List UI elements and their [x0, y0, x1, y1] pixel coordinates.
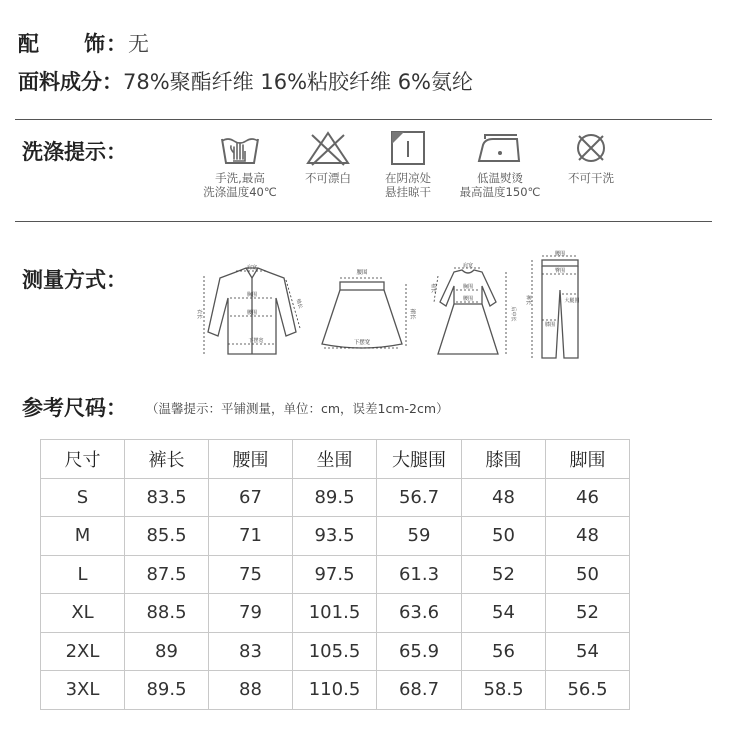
table-cell: 105.5 — [293, 632, 377, 671]
table-row — [41, 555, 630, 594]
divider-top — [15, 119, 712, 120]
table-cell: 79 — [209, 594, 293, 633]
care-low-iron-line2: 最高温度150℃ — [459, 185, 541, 199]
care-shade-dry-line2: 悬挂晾干 — [385, 185, 431, 199]
pants-thigh-label: 大腿围 — [564, 298, 580, 304]
no-dry-clean-icon — [571, 129, 611, 167]
shirt-waist-label: 腰围 — [246, 310, 258, 316]
table-cell: 54 — [462, 594, 546, 633]
table-cell: 75 — [209, 555, 293, 594]
table-cell: 88.5 — [125, 594, 209, 633]
table-cell: 50 — [462, 517, 546, 556]
header-pants-length: 裤长 — [125, 440, 209, 479]
shirt-hem-label: 下摆宽 — [248, 338, 264, 344]
care-no-dry-clean — [553, 129, 629, 185]
dress-length-label: 后中长 — [510, 306, 516, 322]
table-cell: M — [41, 517, 125, 556]
fabric-line — [18, 66, 473, 96]
table-cell: 71 — [209, 517, 293, 556]
care-shade-dry-line1: 在阴凉处 — [385, 171, 431, 185]
care-hand-wash-line2: 洗涤温度40℃ — [203, 185, 277, 199]
table-cell: 56.5 — [546, 671, 630, 710]
table-cell: 52 — [462, 555, 546, 594]
shade-dry-icon — [388, 129, 428, 167]
table-row — [41, 671, 630, 710]
table-cell: 63.6 — [377, 594, 462, 633]
table-cell: 110.5 — [293, 671, 377, 710]
measure-title: 测量方式： — [22, 268, 127, 292]
care-low-iron-line1: 低温熨烫 — [477, 171, 523, 185]
shirt-sleeve-label: 袖长 — [294, 298, 304, 310]
table-cell: 65.9 — [377, 632, 462, 671]
table-cell: 68.7 — [377, 671, 462, 710]
sizes-title: 参考尺码： — [22, 396, 127, 420]
skirt-length-label: 裙长 — [409, 308, 415, 320]
table-cell: 89.5 — [293, 478, 377, 517]
table-cell: XL — [41, 594, 125, 633]
table-cell: 2XL — [41, 632, 125, 671]
table-cell: 88 — [209, 671, 293, 710]
table-cell: 58.5 — [462, 671, 546, 710]
accessories-value: 无 — [128, 32, 149, 56]
size-table-header-row — [41, 440, 630, 479]
dress-waist-label: 腰围 — [462, 296, 474, 302]
table-cell: 89 — [125, 632, 209, 671]
pants-hip-label: 臀围 — [554, 268, 566, 274]
care-no-bleach-line1: 不可漂白 — [305, 171, 351, 185]
table-cell: L — [41, 555, 125, 594]
hand-wash-icon — [218, 129, 262, 167]
care-no-dry-clean-line1: 不可干洗 — [568, 171, 614, 185]
pants-length-label: 裤长 — [525, 294, 531, 306]
care-low-iron — [450, 129, 550, 199]
table-cell: 61.3 — [377, 555, 462, 594]
table-cell: 46 — [546, 478, 630, 517]
table-cell: 83 — [209, 632, 293, 671]
size-table — [40, 439, 630, 710]
shirt-chest-label: 胸围 — [246, 292, 258, 298]
table-cell: 67 — [209, 478, 293, 517]
table-cell: 56 — [462, 632, 546, 671]
skirt-waist-label: 腰围 — [356, 270, 368, 276]
header-thigh: 大腿围 — [377, 440, 462, 479]
dress-chest-label: 胸围 — [462, 284, 474, 290]
table-cell: 52 — [546, 594, 630, 633]
table-cell: 87.5 — [125, 555, 209, 594]
header-size: 尺寸 — [41, 440, 125, 479]
accessories-line — [18, 28, 149, 58]
washing-title: 洗涤提示： — [22, 140, 127, 164]
pants-knee-label: 膝围 — [544, 322, 556, 328]
fabric-label: 面料成分： — [18, 70, 123, 94]
table-row — [41, 632, 630, 671]
table-row — [41, 478, 630, 517]
sizes-note: （温馨提示：平铺测量，单位：cm，误差1cm-2cm） — [146, 401, 449, 416]
care-shade-dry — [370, 129, 446, 199]
low-iron-icon — [473, 129, 527, 167]
table-cell: 59 — [377, 517, 462, 556]
dress-sleeve-label: 袖长 — [430, 282, 436, 294]
pants-measure-diagram — [522, 250, 592, 364]
shirt-length-label: 衣长 — [196, 308, 202, 320]
table-cell: 101.5 — [293, 594, 377, 633]
pants-waist-label: 腰围 — [554, 251, 566, 257]
table-cell: 97.5 — [293, 555, 377, 594]
table-cell: 50 — [546, 555, 630, 594]
care-hand-wash-line1: 手洗,最高 — [215, 171, 265, 185]
skirt-hem-label: 下摆宽 — [353, 340, 371, 346]
header-waist: 腰围 — [209, 440, 293, 479]
skirt-measure-diagram — [316, 262, 416, 362]
table-cell: 54 — [546, 632, 630, 671]
divider-middle — [15, 221, 712, 222]
table-cell: 83.5 — [125, 478, 209, 517]
accessories-label: 配 饰： — [18, 32, 128, 56]
no-bleach-icon — [304, 129, 352, 167]
table-cell: 48 — [462, 478, 546, 517]
table-cell: 85.5 — [125, 517, 209, 556]
header-leg-opening: 脚围 — [546, 440, 630, 479]
table-cell: 89.5 — [125, 671, 209, 710]
table-row — [41, 517, 630, 556]
shirt-measure-diagram — [192, 262, 312, 362]
dress-measure-diagram — [428, 262, 518, 362]
table-cell: 48 — [546, 517, 630, 556]
header-hip: 坐围 — [293, 440, 377, 479]
care-hand-wash — [190, 129, 290, 199]
care-no-bleach — [290, 129, 366, 185]
table-cell: 93.5 — [293, 517, 377, 556]
dress-shoulder-label: 肩宽 — [462, 263, 474, 269]
shirt-shoulder-label: 肩宽 — [246, 265, 258, 271]
table-cell: 56.7 — [377, 478, 462, 517]
table-cell: S — [41, 478, 125, 517]
header-knee: 膝围 — [462, 440, 546, 479]
fabric-value: 78%聚酯纤维 16%粘胶纤维 6%氨纶 — [123, 70, 474, 94]
table-cell: 3XL — [41, 671, 125, 710]
table-row — [41, 594, 630, 633]
